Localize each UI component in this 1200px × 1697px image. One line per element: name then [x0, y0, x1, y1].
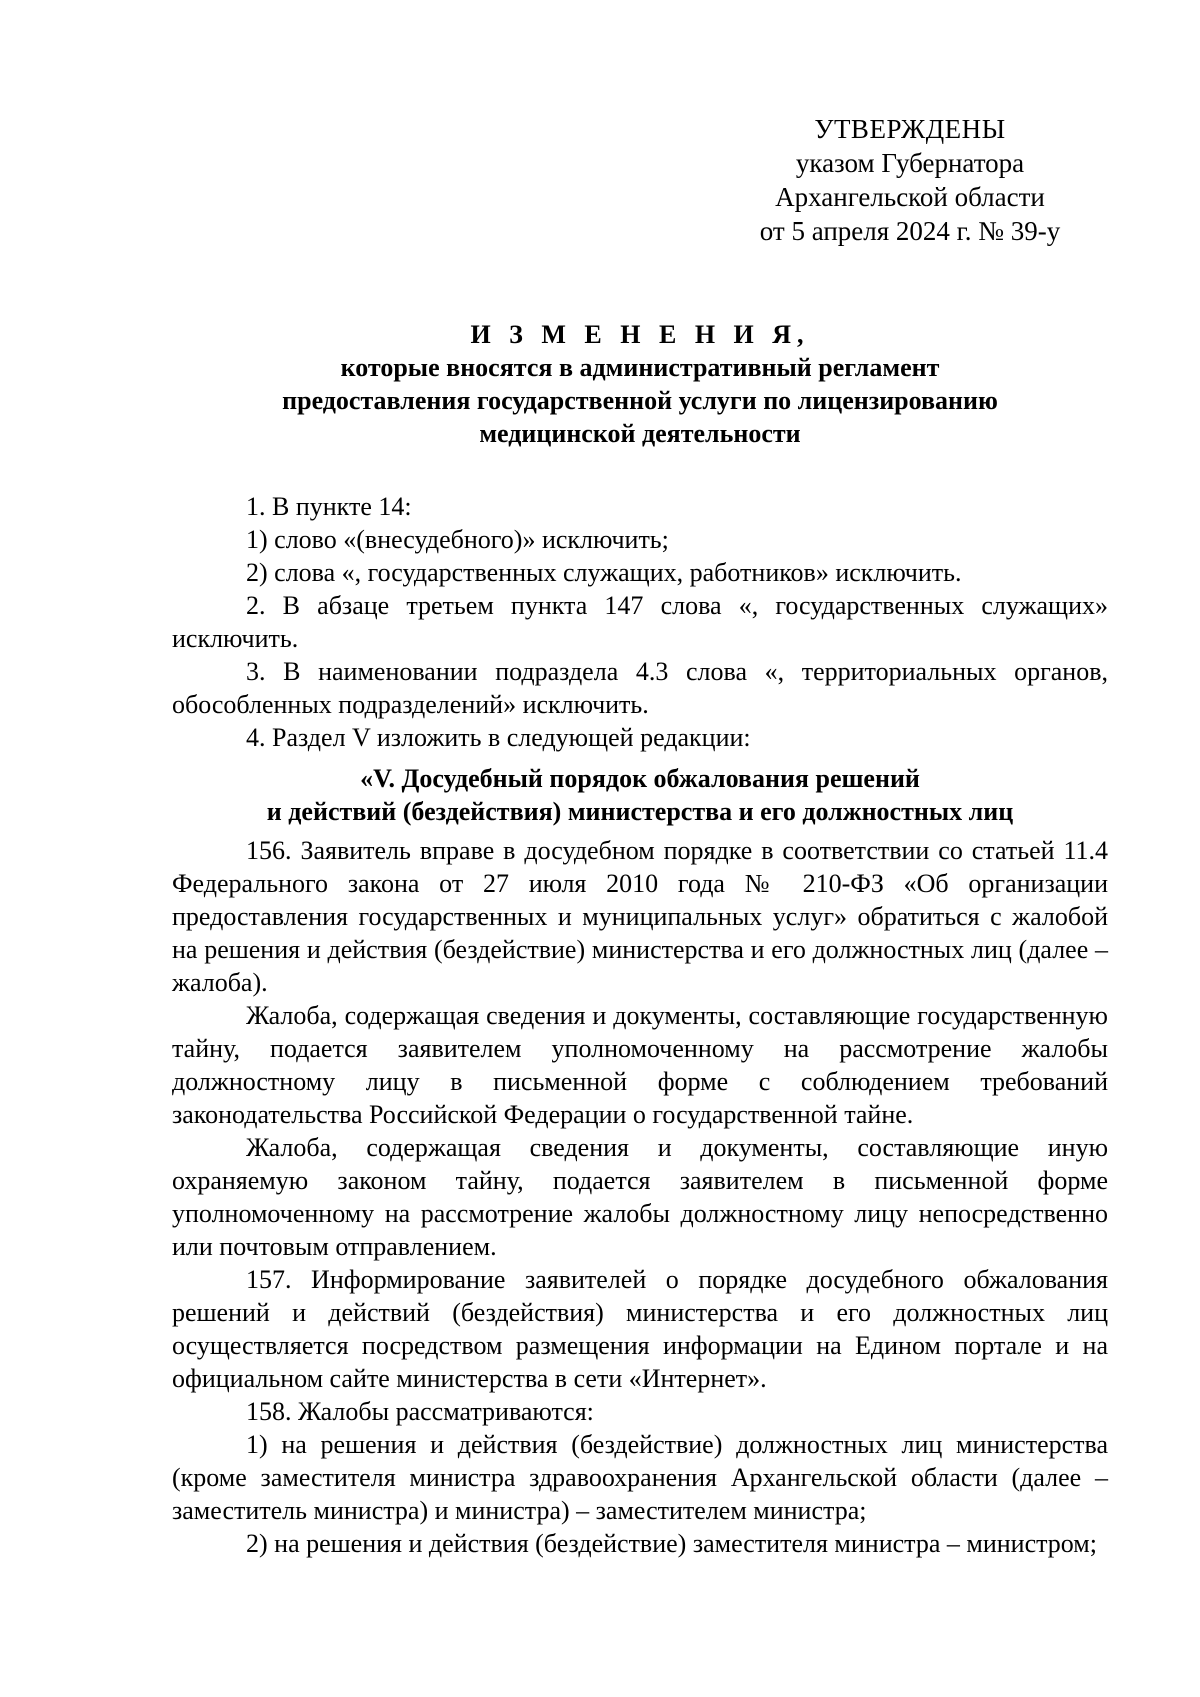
- title-sub-3: медицинской деятельности: [479, 419, 801, 448]
- section-title-line-2: и действий (бездействия) министерства и его должностных лиц: [266, 797, 1014, 826]
- item-1-sub-1: 1) слово «(внесудебного)» исключить;: [246, 525, 669, 554]
- section-title-line-1: «V. Досудебный порядок обжалования решений: [360, 764, 920, 793]
- title-sub-2: предоставления государственной услуги по лицензированию: [282, 386, 998, 415]
- section-title: [172, 762, 1108, 828]
- item-2: 2. В абзаце третьем пункта 147 слова «, государственных служащих» исключить.: [172, 591, 1108, 653]
- paragraph-157: 157. Информирование заявителей о порядке досудебного обжалования решений и действий (бездействия) министерства и его должностных лиц осуществляется посредством размещения информации на Едином портале и на официальном сайте министерства в сети «Интернет».: [172, 1265, 1108, 1393]
- document-title: [170, 318, 1110, 450]
- title-main: И З М Е Н Е Н И Я,: [470, 320, 810, 349]
- approval-line-3: от 5 апреля 2024 г. № 39-у: [759, 216, 1061, 246]
- item-4: 4. Раздел V изложить в следующей редакции:: [246, 723, 751, 752]
- item-1: 1. В пункте 14:: [246, 492, 412, 521]
- document-body: [172, 490, 1108, 1560]
- item-3: 3. В наименовании подраздела 4.3 слова «, территориальных органов, обособленных подразделений» исключить.: [172, 657, 1108, 719]
- paragraph-158-sub-2: 2) на решения и действия (бездействие) заместителя министра – министром;: [246, 1529, 1097, 1558]
- approval-stamp: [740, 112, 1080, 248]
- paragraph-156: 156. Заявитель вправе в досудебном порядке в соответствии со статьей 11.4 Федерального закона от 27 июля 2010 года № 210-ФЗ «Об организации предоставления государственных и муниципальных услуг» обратиться с жалобой на решения и действия (бездействие) министерства и его должностных лиц (далее – жалоба).: [172, 836, 1108, 997]
- paragraph-state-secret: Жалоба, содержащая сведения и документы, составляющие государственную тайну, подается заявителем уполномоченному на рассмотрение жалобы должностному лицу в письменной форме с соблюдением требований законодательства Российской Федерации о государственной тайне.: [172, 1001, 1108, 1129]
- item-1-sub-2: 2) слова «, государственных служащих, работников» исключить.: [246, 558, 962, 587]
- paragraph-158-sub-1: 1) на решения и действия (бездействие) должностных лиц министерства (кроме заместителя министра здравоохранения Архангельской области (далее – заместитель министра) и министра) – заместителем министра;: [172, 1430, 1108, 1525]
- paragraph-158: 158. Жалобы рассматриваются:: [246, 1397, 594, 1426]
- title-sub-1: которые вносятся в административный регламент: [340, 353, 940, 382]
- paragraph-other-secret: Жалоба, содержащая сведения и документы, составляющие иную охраняемую законом тайну, подается заявителем в письменной форме уполномоченному на рассмотрение жалобы должностному лицу непосредственно или почтовым отправлением.: [172, 1133, 1108, 1261]
- approval-heading: УТВЕРЖДЕНЫ: [814, 114, 1006, 144]
- approval-line-1: указом Губернатора: [795, 148, 1025, 178]
- approval-line-2: Архангельской области: [775, 182, 1045, 212]
